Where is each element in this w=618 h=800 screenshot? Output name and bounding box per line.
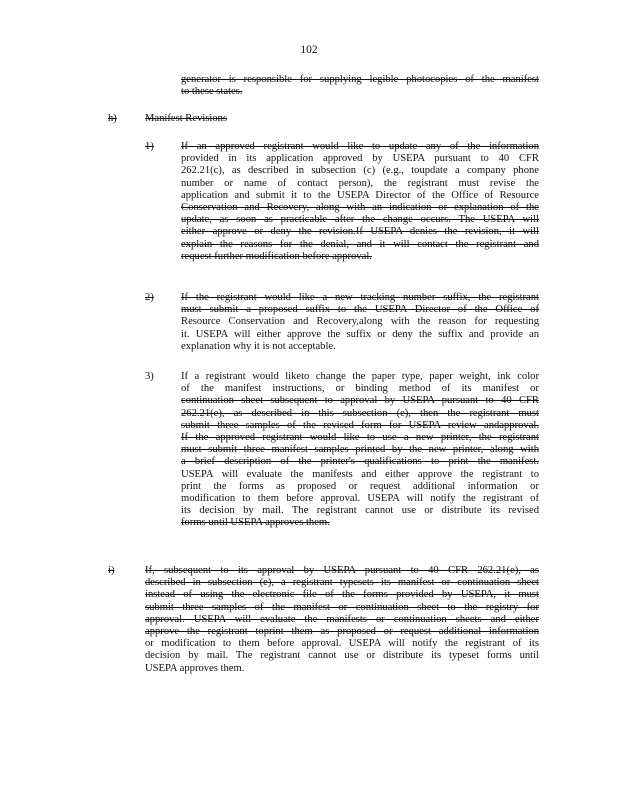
text-line: must submit three manifest samples printed by the new printer, along with (181, 444, 539, 456)
text-line: provided in its application approved by USEPA pursuant to 40 CFR (181, 153, 539, 165)
section-i-label: i) (108, 565, 115, 576)
text-line: submit three samples of the manifest or continuation sheet to the registry for (145, 601, 539, 613)
text-line: to these states. (181, 86, 243, 98)
item-1-label: 1) (145, 141, 154, 152)
text-line: approval. USEPA will evaluate the manifests or continuation sheets and either (145, 613, 539, 625)
section-i-paragraph (145, 565, 539, 675)
text-line: approve the registrant toprint them as proposed or request additional information (145, 626, 539, 638)
text-line: request further modification before approval. (181, 250, 372, 262)
text-line: If the approved registrant would like to use a new printer, the registrant (181, 432, 539, 444)
text-line: If a registrant would liketo change the paper type, paper weight, ink color (181, 371, 539, 382)
page-number: 102 (300, 44, 318, 56)
text-line: explanation why it is not acceptable. (181, 340, 336, 352)
text-line: either approve or deny the revision.If USEPA denies the revision, it will (181, 226, 539, 238)
text-line: forms until USEPA approves them. (181, 517, 330, 529)
section-h-title: Manifest Revisions (145, 113, 228, 124)
text-line: If the registrant would like a new tracking number suffix, the registrant (181, 292, 539, 303)
text-line: a brief description of the printer's qualifications to print the manifest. (181, 456, 539, 468)
text-line: described in subsection (e), a registrant typesets its manifest or continuation sheet (145, 577, 539, 589)
text-line: generator is responsible for supplying legible photocopies of the manifest (181, 74, 539, 85)
item-3-paragraph (181, 371, 539, 530)
text-line: instead of using the electronic file of the forms provided by USEPA, it must (145, 589, 539, 601)
section-h-label: h) (108, 113, 117, 124)
text-line: it. USEPA will either approve the suffix or deny the suffix and provide an (181, 328, 539, 340)
item-1-paragraph (181, 141, 539, 263)
text-line: or modification to them before approval. USEPA will notify the registrant of its (145, 638, 539, 650)
text-line: explain the reasons for the denial, and it will contact the registrant and (181, 238, 539, 250)
text-line: must submit a proposed suffix to the USEPA Director of the Office of (181, 304, 539, 316)
item-3-label: 3) (145, 371, 154, 382)
text-line: update, as soon as practicable after the change occurs. The USEPA will (181, 214, 539, 226)
text-line: submit three samples of the revised form for USEPA review andapproval. (181, 419, 539, 431)
text-line: USEPA approves them. (145, 662, 245, 674)
text-line: 262.21(e), as described in this subsection (e), then the registrant must (181, 407, 539, 419)
text-line: Resource Conservation and Recovery,along with the reason for requesting (181, 316, 539, 328)
text-line: USEPA will evaluate the manifests and either approve the registrant to (181, 468, 539, 480)
text-line: If an approved registrant would like to update any of the information (181, 141, 539, 152)
text-line: If, subsequent to its approval by USEPA pursuant to 40 CFR 262.21(e), as (145, 565, 539, 576)
text-line: of the manifest instructions, or binding method of its manifest or (181, 383, 539, 395)
text-line: print the forms as proposed or request additional information or (181, 480, 539, 492)
text-line: its decision by mail. The registrant cannot use or distribute its revised (181, 505, 539, 517)
text-line: modification to them before approval. USEPA will notify the registrant of (181, 493, 539, 505)
text-line: Conservation and Recovery, along with an indication or explanation of the (181, 202, 539, 214)
text-line: continuation sheet subsequent to approval by USEPA pursuant to 40 CFR (181, 395, 539, 407)
text-line: number or name of contact person), the registrant must revise the (181, 177, 539, 189)
intro-paragraph (181, 74, 539, 98)
item-2-label: 2) (145, 292, 154, 303)
text-line: decision by mail. The registrant cannot use or distribute its typeset forms until (145, 650, 539, 662)
text-line: application and submit it to the USEPA Director of the Office of Resource (181, 189, 539, 201)
text-line: 262.21(c), as described in subsection (c) (e.g., toupdate a company phone (181, 165, 539, 177)
item-2-paragraph (181, 292, 539, 353)
